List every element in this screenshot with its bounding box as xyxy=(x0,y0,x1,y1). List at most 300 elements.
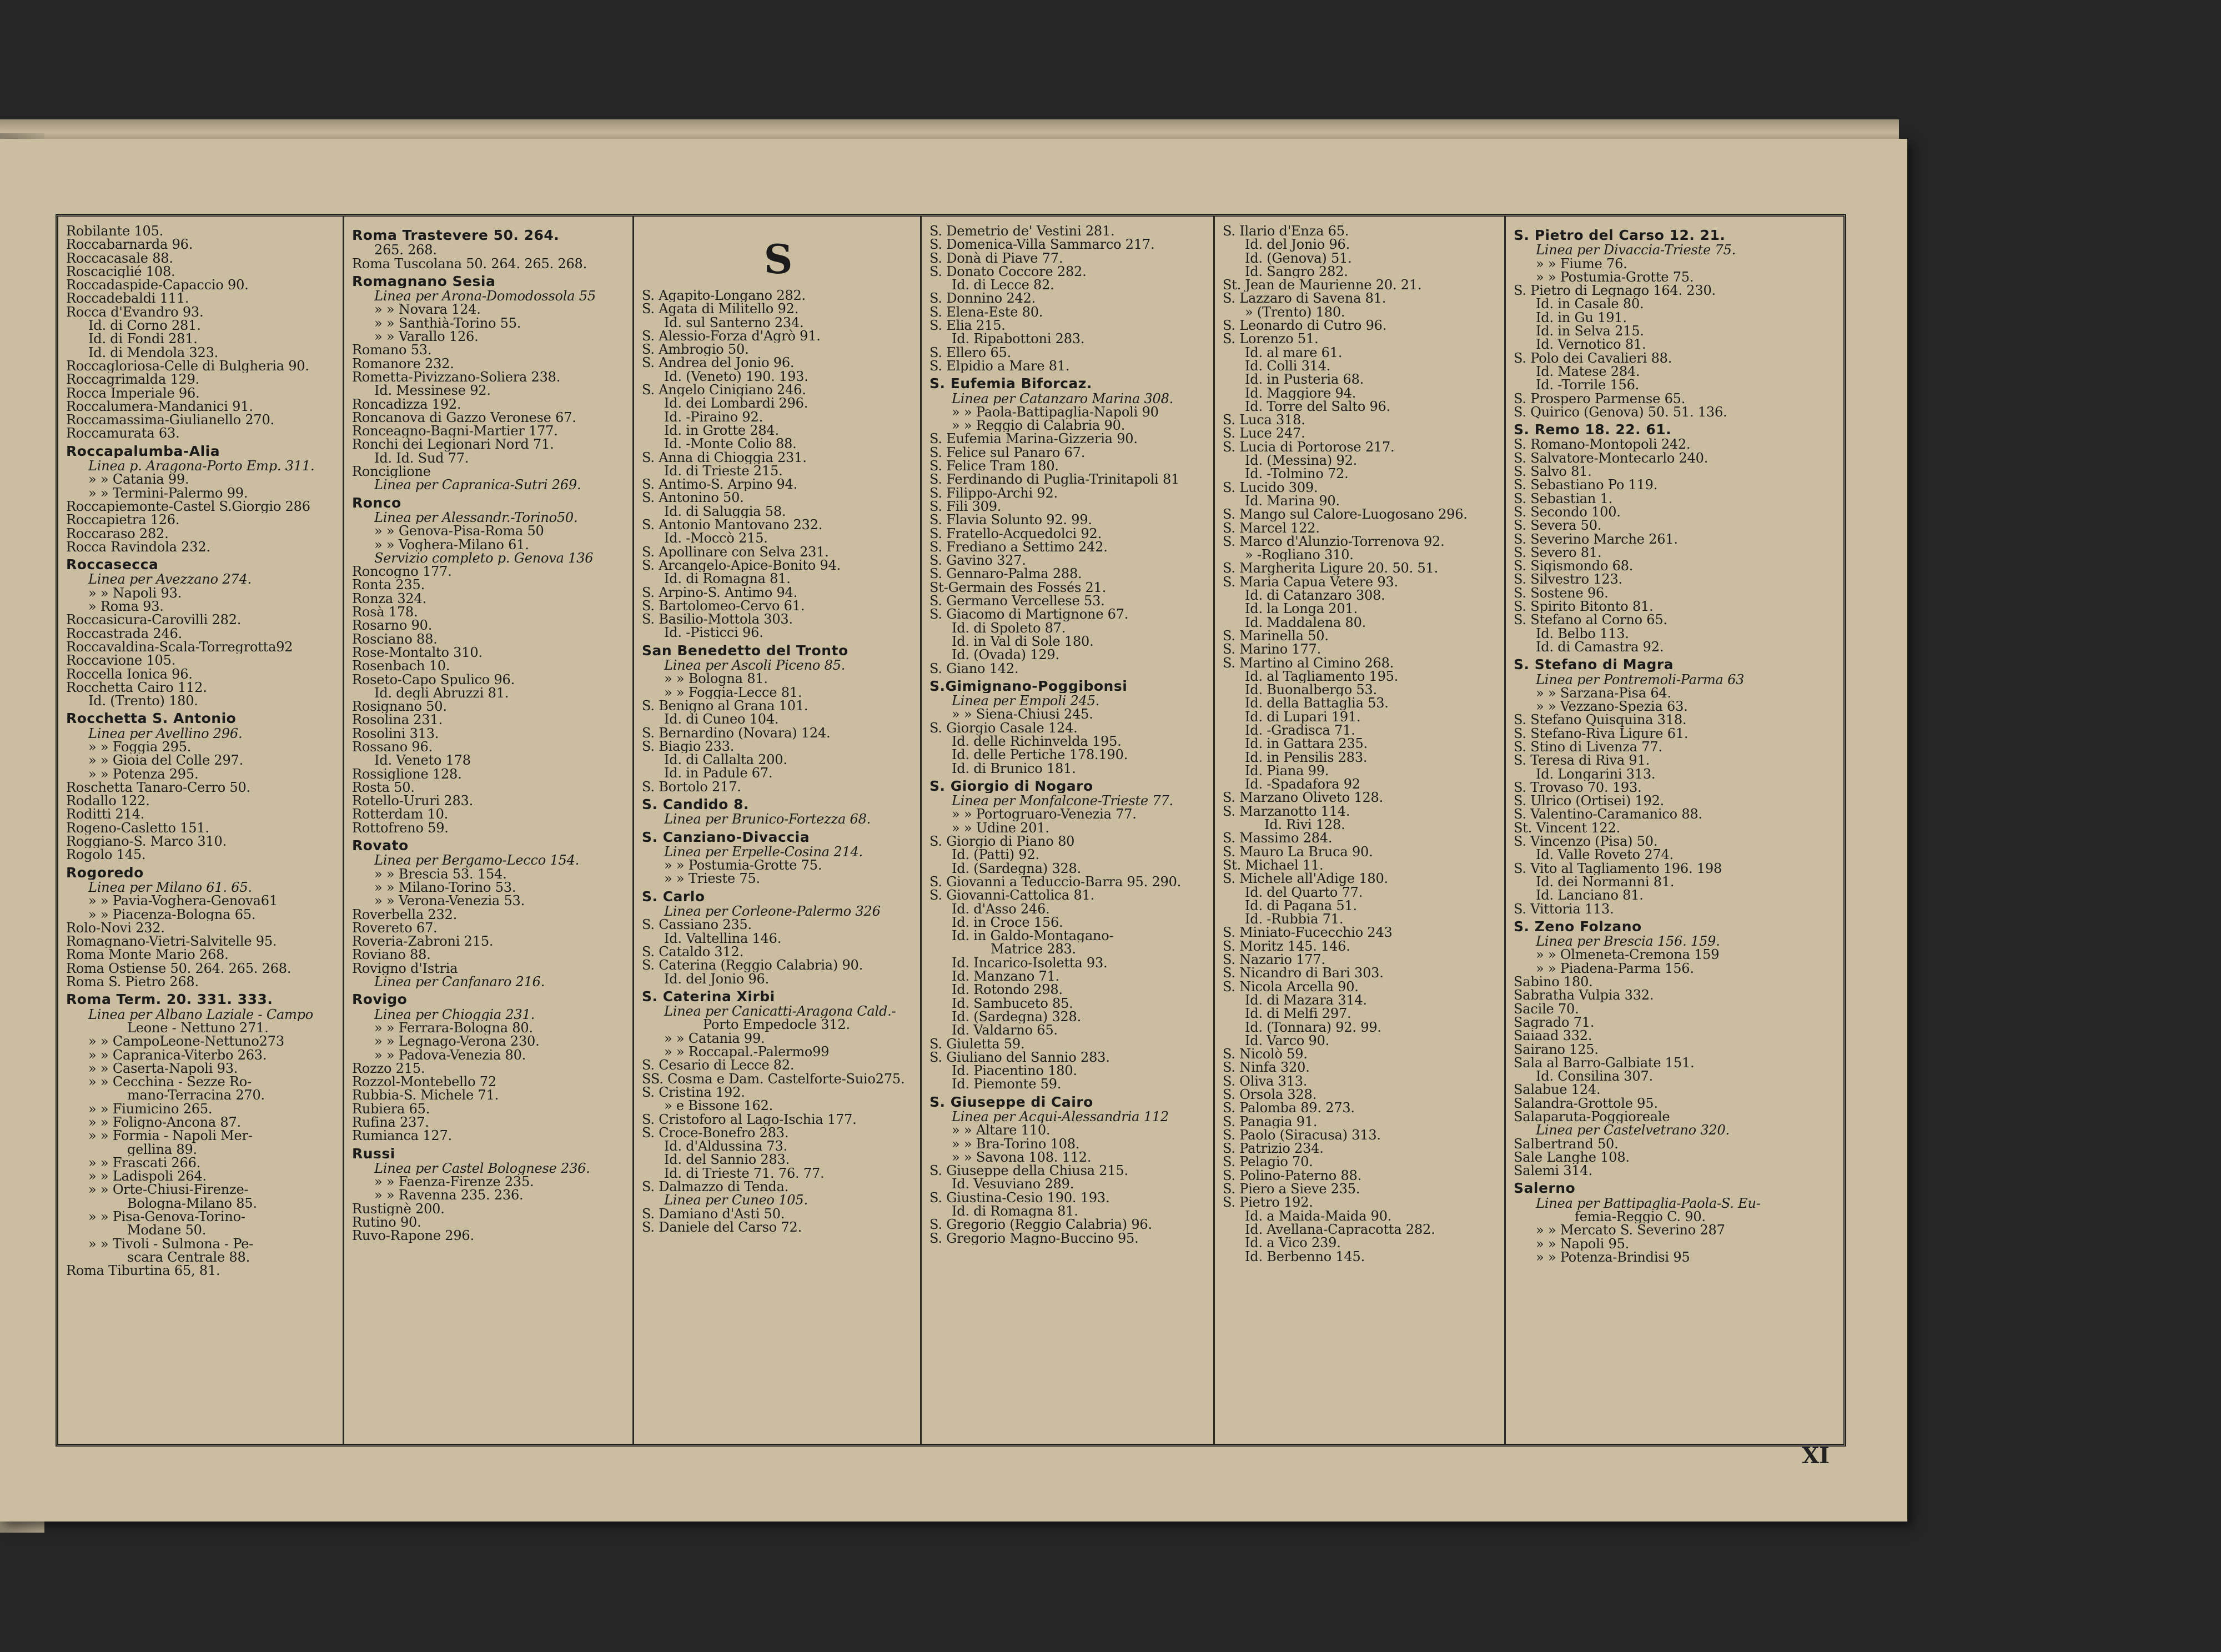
index-entry: Id. -Torrile 156. xyxy=(1536,378,1640,392)
index-entry: Roma Ostiense 50. 264. 265. 268. xyxy=(66,961,292,976)
station-heading: Salerno xyxy=(1514,1182,1576,1196)
index-entry: S. Felice Tram 180. xyxy=(929,459,1059,473)
index-entry: Id. degli Abruzzi 81. xyxy=(374,686,509,700)
index-entry: Rossiglione 128. xyxy=(352,767,462,781)
index-entry: S. Apollinare con Selva 231. xyxy=(642,545,829,559)
index-entry: Id. del Jonio 96. xyxy=(664,972,770,986)
index-entry: Salabue 124. xyxy=(1514,1083,1601,1097)
station-heading: Russi xyxy=(352,1147,395,1161)
index-entry: Rosolina 231. xyxy=(352,713,443,727)
index-entry: Linea per Chioggia 231. xyxy=(374,1007,535,1021)
index-entry: S. Polino-Paterno 88. xyxy=(1223,1168,1362,1183)
index-entry: Linea per Castel Bolognese 236. xyxy=(374,1161,590,1176)
index-entry: S. Vittoria 113. xyxy=(1514,902,1614,916)
index-entry: Id. Rivi 128. xyxy=(1264,818,1345,832)
index-entry: Rosarno 90. xyxy=(352,619,433,632)
index-entry: Id. di Callalta 200. xyxy=(664,753,787,767)
index-entry: Linea per Alessandr.-Torino50. xyxy=(374,510,578,525)
index-entry: » » Vezzano-Spezia 63. xyxy=(1536,700,1688,714)
index-entry: S. Marino 177. xyxy=(1223,642,1321,656)
index-entry: Rocca d'Evandro 93. xyxy=(66,305,204,319)
index-entry: mano-Terracina 270. xyxy=(127,1088,265,1102)
index-entry: Salemi 314. xyxy=(1514,1164,1592,1178)
index-entry: S. Mango sul Calore-Luogosano 296. xyxy=(1223,508,1468,521)
index-entry: Linea per Erpelle-Cosina 214. xyxy=(664,845,863,859)
index-entry: Id. -Piraino 92. xyxy=(664,410,763,424)
index-entry: Roccastrada 246. xyxy=(66,626,182,640)
index-entry: Id. di Lupari 191. xyxy=(1245,710,1361,724)
index-entry: Roschetta Tanaro-Cerro 50. xyxy=(66,780,250,795)
station-heading: Roma Term. 20. 331. 333. xyxy=(66,993,273,1007)
index-entry: » » Brescia 53. 154. xyxy=(374,867,507,881)
index-entry: S. Arcangelo-Apice-Bonito 94. xyxy=(642,558,841,573)
index-entry: » » Roccapal.-Palermo99 xyxy=(664,1045,830,1059)
index-entry: 265. 268. xyxy=(374,243,437,257)
index-column-5 xyxy=(1215,217,1506,1444)
station-heading: Rogoredo xyxy=(66,866,144,880)
station-heading: S. Zeno Folzano xyxy=(1514,920,1642,934)
index-entry: Id. di Pagana 51. xyxy=(1245,898,1357,913)
index-entry: Porto Empedocle 312. xyxy=(703,1018,850,1032)
index-entry: Servizio completo p. Genova 136 xyxy=(374,551,594,565)
index-entry: S. Felice sul Panaro 67. xyxy=(929,445,1086,460)
index-entry: » » Orte-Chiusi-Firenze- xyxy=(88,1183,249,1197)
index-entry: Roviano 88. xyxy=(352,948,431,962)
index-entry: Id. della Battaglia 53. xyxy=(1245,696,1389,710)
index-entry: Rufina 237. xyxy=(352,1116,429,1129)
station-heading: S.Gimignano-Poggibonsi xyxy=(929,679,1128,694)
index-entry: Id. delle Richinvelda 195. xyxy=(952,734,1122,749)
index-entry: S. Daniele del Carso 72. xyxy=(642,1220,802,1234)
index-entry: » » Faenza-Firenze 235. xyxy=(374,1175,534,1189)
index-entry: Rustignè 200. xyxy=(352,1202,445,1216)
station-heading: Rovigo xyxy=(352,993,408,1007)
index-entry: Id. d'Aldussina 73. xyxy=(664,1139,787,1153)
index-entry: S. Miniato-Fucecchio 243 xyxy=(1223,926,1393,940)
index-entry: S. Caterina (Reggio Calabria) 90. xyxy=(642,958,863,972)
index-entry: S. Maria Capua Vetere 93. xyxy=(1223,575,1398,589)
index-entry: Linea per Avezzano 274. xyxy=(88,573,252,586)
index-entry: S. Marcel 122. xyxy=(1223,521,1320,535)
index-entry: » » Potenza 295. xyxy=(88,767,199,781)
index-entry: Id. in Pusteria 68. xyxy=(1245,373,1364,386)
index-entry: Id. in Casale 80. xyxy=(1536,297,1644,311)
index-entry: S. Leonardo di Cutro 96. xyxy=(1223,319,1387,333)
index-entry: Linea per Arona-Domodossola 55 xyxy=(374,289,596,303)
station-heading: S. Caterina Xirbi xyxy=(642,990,775,1004)
index-entry: Roncadizza 192. xyxy=(352,397,461,411)
index-entry: S. Elpidio a Mare 81. xyxy=(929,359,1070,373)
index-entry: Id. -Tolmino 72. xyxy=(1245,467,1349,481)
index-column-6 xyxy=(1506,217,1843,1444)
index-entry: S. Orsola 328. xyxy=(1223,1088,1317,1102)
index-entry: » » Cecchina - Sezze Ro- xyxy=(88,1075,252,1089)
index-entry: Roditti 214. xyxy=(66,807,145,821)
index-entry: S. Agata di Militello 92. xyxy=(642,302,799,316)
index-entry: » » Sarzana-Pisa 64. xyxy=(1536,686,1671,700)
index-entry: S. Nazario 177. xyxy=(1223,953,1325,967)
index-entry: S. Giorgio Casale 124. xyxy=(929,721,1078,735)
index-entry: S. Lazzaro di Savena 81. xyxy=(1223,292,1386,305)
index-entry: Sale Langhe 108. xyxy=(1514,1150,1630,1164)
station-heading: Rocchetta S. Antonio xyxy=(66,712,237,726)
index-entry: Roma Tiburtina 65, 81. xyxy=(66,1264,220,1278)
station-heading: S. Pietro del Carso 12. 21. xyxy=(1514,229,1726,243)
index-entry: Id. di Lecce 82. xyxy=(952,278,1054,292)
index-entry: S. Stefano al Corno 65. xyxy=(1514,613,1667,627)
index-entry: S. Lorenzo 51. xyxy=(1223,332,1319,346)
index-entry: Id. in Selva 215. xyxy=(1536,324,1644,338)
index-entry: Roccagloriosa-Celle di Bulgheria 90. xyxy=(66,359,309,373)
index-entry: Id. Colli 314. xyxy=(1245,359,1331,373)
index-entry: » » Postumia-Grotte 75. xyxy=(1536,270,1694,284)
index-entry: S. Giovanni a Teduccio-Barra 95. 290. xyxy=(929,875,1182,889)
index-entry: S. Stefano-Riva Ligure 61. xyxy=(1514,726,1689,740)
index-entry: Linea per Cuneo 105. xyxy=(664,1193,808,1207)
index-entry: S. Anna di Chioggia 231. xyxy=(642,450,807,464)
index-entry: » » Genova-Pisa-Roma 50 xyxy=(374,524,544,538)
index-entry: Linea per Albano Laziale - Campo xyxy=(88,1007,314,1021)
index-entry: » » CampoLeone-Nettuno273 xyxy=(88,1035,284,1048)
index-entry: » » Catania 99. xyxy=(664,1031,765,1046)
index-entry: Id. la Longa 201. xyxy=(1245,602,1358,616)
index-entry: Rossano 96. xyxy=(352,740,433,754)
index-entry: Id. di Brunico 181. xyxy=(952,761,1076,775)
index-entry: S. Michele all'Adige 180. xyxy=(1223,872,1388,886)
station-heading: Roccasecca xyxy=(66,558,159,572)
index-entry: S. Giuseppe della Chiusa 215. xyxy=(929,1164,1128,1178)
index-entry: Linea per Milano 61. 65. xyxy=(88,880,252,895)
index-entry: Roverbella 232. xyxy=(352,907,458,921)
index-entry: S. Sostene 96. xyxy=(1514,586,1609,600)
index-entry: » » Bra-Torino 108. xyxy=(952,1137,1080,1151)
index-entry: S. Giustina-Cesio 190. 193. xyxy=(929,1191,1110,1205)
index-entry: Id. a Vico 239. xyxy=(1245,1236,1341,1250)
index-column-2 xyxy=(344,217,634,1444)
index-entry: S. Gregorio (Reggio Calabria) 96. xyxy=(929,1218,1152,1232)
index-entry: Linea per Brescia 156. 159. xyxy=(1536,935,1720,948)
index-entry: S. Dalmazzo di Tenda. xyxy=(642,1180,789,1194)
index-entry: S. Filippo-Archi 92. xyxy=(929,486,1058,500)
station-heading: S. Canziano-Divaccia xyxy=(642,830,810,844)
index-entry: St. Michael 11. xyxy=(1223,858,1324,872)
index-entry: » » Foggia-Lecce 81. xyxy=(664,685,802,699)
index-entry: Romagnano-Vietri-Salvitelle 95. xyxy=(66,935,277,948)
index-entry: Id. Marina 90. xyxy=(1245,494,1340,508)
index-entry: S. Massimo 284. xyxy=(1223,831,1333,845)
index-entry: » » Paola-Battipaglia-Napoli 90 xyxy=(952,405,1159,419)
index-entry: S. Germano Vercellese 53. xyxy=(929,594,1105,608)
index-entry: » » Voghera-Milano 61. xyxy=(374,538,529,551)
index-entry: Id. Id. Sud 77. xyxy=(374,451,469,465)
station-heading: Rovato xyxy=(352,839,409,853)
index-entry: S. Patrizio 234. xyxy=(1223,1142,1324,1156)
index-entry: Roccabarnarda 96. xyxy=(66,238,193,252)
index-entry: Id. Consilina 307. xyxy=(1536,1069,1653,1083)
index-entry: Salaparuta-Poggioreale xyxy=(1514,1110,1670,1124)
index-entry: S. Cristina 192. xyxy=(642,1085,745,1099)
index-entry: » Roma 93. xyxy=(88,600,164,614)
index-entry: Id. in Grotte 284. xyxy=(664,423,779,438)
index-entry: » » Novara 124. xyxy=(374,303,481,317)
index-entry: S. Cesario di Lecce 82. xyxy=(642,1058,795,1072)
index-entry: » (Trento) 180. xyxy=(1245,305,1345,319)
index-entry: S. Damiano d'Asti 50. xyxy=(642,1207,785,1221)
index-entry: S. Bortolo 217. xyxy=(642,780,741,794)
index-entry: Id. Rotondo 298. xyxy=(952,983,1063,997)
index-entry: Id. (Tonnara) 92. 99. xyxy=(1245,1020,1381,1034)
index-entry: Id. di Mazara 314. xyxy=(1245,993,1367,1007)
index-entry: » » Formia - Napoli Mer- xyxy=(88,1129,253,1143)
index-entry: Saiaad 332. xyxy=(1514,1029,1592,1043)
index-entry: Id. di Romagna 81. xyxy=(952,1204,1078,1218)
index-entry: Id. Piana 99. xyxy=(1245,764,1329,778)
index-entry: Id. Maggiore 94. xyxy=(1245,386,1356,400)
index-entry: Roseto-Capo Spulico 96. xyxy=(352,672,515,686)
index-entry: S. Lucido 309. xyxy=(1223,480,1318,494)
index-entry: S. Nicola Arcella 90. xyxy=(1223,980,1359,993)
index-entry: S. Severino Marche 261. xyxy=(1514,532,1678,546)
index-entry: Id. di Cuneo 104. xyxy=(664,712,779,726)
index-entry: Roccavione 105. xyxy=(66,654,176,667)
index-entry: » » Pavia-Voghera-Genova61 xyxy=(88,894,278,908)
station-heading: S. Giuseppe di Cairo xyxy=(929,1095,1093,1109)
index-entry: S. Fratello-Acquedolci 92. xyxy=(929,526,1102,540)
index-entry: Roccavaldina-Scala-Torregrotta92 xyxy=(66,640,293,654)
index-entry: S. Marinella 50. xyxy=(1223,629,1329,643)
index-entry: Id. d'Asso 246. xyxy=(952,902,1050,916)
index-entry: Id. di Trieste 71. 76. 77. xyxy=(664,1166,825,1180)
index-entry: Rottofreno 59. xyxy=(352,821,449,835)
index-entry: S. Valentino-Caramanico 88. xyxy=(1514,807,1702,821)
index-entry: S. Silvestro 123. xyxy=(1514,573,1622,586)
index-entry: Id. in Pensilis 283. xyxy=(1245,750,1368,764)
index-entry: S. Palomba 89. 273. xyxy=(1223,1101,1355,1115)
index-entry: S. Stefano Quisquina 318. xyxy=(1514,713,1687,727)
station-heading: S. Carlo xyxy=(642,890,705,904)
index-entry: Ronza 324. xyxy=(352,591,426,606)
index-entry: Id. di Fondi 281. xyxy=(88,332,198,346)
index-entry: Id. Torre del Salto 96. xyxy=(1245,399,1391,414)
index-entry: St. Vincent 122. xyxy=(1514,821,1620,835)
index-entry: S. Paolo (Siracusa) 313. xyxy=(1223,1128,1381,1142)
station-heading: S. Eufemia Biforcaz. xyxy=(929,377,1092,391)
index-entry: Id. Buonalbergo 53. xyxy=(1245,683,1377,697)
index-entry: Robilante 105. xyxy=(66,224,164,238)
book-page xyxy=(0,139,1907,1522)
index-entry: Rozzo 215. xyxy=(352,1061,425,1076)
index-entry: S. Severo 81. xyxy=(1514,545,1602,560)
index-entry: S. Giano 142. xyxy=(929,661,1019,675)
index-entry: S. Agapito-Longano 282. xyxy=(642,289,806,303)
index-entry: Roccamassima-Giulianello 270. xyxy=(66,413,274,427)
index-entry: Roccalumera-Mandanici 91. xyxy=(66,399,253,414)
index-entry: » » Pisa-Genova-Torino- xyxy=(88,1210,245,1224)
index-entry: Id. dei Normanni 81. xyxy=(1536,875,1675,889)
index-entry: » » Piadena-Parma 156. xyxy=(1536,961,1694,976)
index-entry: Roccacasale 88. xyxy=(66,251,173,265)
index-entry: Id. di Mendola 323. xyxy=(88,345,219,359)
index-entry: Leone - Nettuno 271. xyxy=(127,1021,269,1035)
index-entry: » » Olmeneta-Cremona 159 xyxy=(1536,948,1720,962)
index-entry: » » Caserta-Napoli 93. xyxy=(88,1061,238,1076)
index-entry: Id. in Croce 156. xyxy=(952,915,1063,930)
index-entry: » » Bologna 81. xyxy=(664,672,768,686)
index-entry: Id. di Melfi 297. xyxy=(1245,1007,1351,1021)
index-entry: Matrice 283. xyxy=(991,942,1076,956)
index-entry: S. Angelo Cinigiano 246. xyxy=(642,383,806,397)
index-entry: S. Teresa di Riva 91. xyxy=(1514,754,1650,767)
index-entry: » » Altare 110. xyxy=(952,1123,1051,1137)
index-entry: Id. al Tagliamento 195. xyxy=(1245,669,1399,684)
index-entry: » » Udine 201. xyxy=(952,821,1049,835)
index-entry: S. Vincenzo (Pisa) 50. xyxy=(1514,835,1658,848)
index-entry: Ronceagno-Bagni-Martier 177. xyxy=(352,424,558,438)
index-entry: Id. a Maida-Maida 90. xyxy=(1245,1209,1392,1223)
index-entry: Roccagrimalda 129. xyxy=(66,373,200,386)
station-heading: Roma Trastevere 50. 264. xyxy=(352,229,560,243)
index-entry: » » Portogruaro-Venezia 77. xyxy=(952,807,1137,821)
index-entry: S. Donato Coccore 282. xyxy=(929,264,1087,279)
index-entry: S. Oliva 313. xyxy=(1223,1074,1308,1088)
index-entry: S. Antonio Mantovano 232. xyxy=(642,518,823,532)
index-entry: Id. Lanciano 81. xyxy=(1536,888,1644,902)
index-entry: S. Andrea del Jonio 96. xyxy=(642,356,795,370)
index-entry: » » Foggia 295. xyxy=(88,740,192,754)
index-entry: Roccaraso 282. xyxy=(66,526,169,540)
index-entry: Id. (Patti) 92. xyxy=(952,848,1039,862)
index-entry: S. Cataldo 312. xyxy=(642,945,744,959)
index-entry: Id. (Sardegna) 328. xyxy=(952,861,1082,875)
index-entry: » » Frascati 266. xyxy=(88,1156,201,1170)
index-entry: Linea per Avellino 296. xyxy=(88,726,243,740)
index-entry: » » Termini-Palermo 99. xyxy=(88,486,248,500)
index-entry: Ronciglione xyxy=(352,465,431,479)
index-entry: S. Demetrio de' Vestini 281. xyxy=(929,224,1115,238)
index-entry: S. Marzanotto 114. xyxy=(1223,804,1350,819)
index-entry: » » Gioia del Colle 297. xyxy=(88,754,244,767)
index-entry: » » Potenza-Brindisi 95 xyxy=(1536,1250,1690,1264)
index-entry: Rocca Imperiale 96. xyxy=(66,386,200,400)
index-entry: Id. di Corno 281. xyxy=(88,319,201,333)
index-entry: Roccamurata 63. xyxy=(66,426,180,440)
index-entry: Id. Matese 284. xyxy=(1536,364,1640,379)
index-entry: » » Ravenna 235. 236. xyxy=(374,1188,524,1202)
index-entry: S. Luca 318. xyxy=(1223,413,1305,427)
index-entry: Roccella Ionica 96. xyxy=(66,667,193,681)
index-entry: » e Bissone 162. xyxy=(664,1099,773,1113)
index-entry: S. Giuliano del Sannio 283. xyxy=(929,1050,1110,1064)
index-entry: S. Alessio-Forza d'Agrò 91. xyxy=(642,329,821,343)
index-entry: Rosta 50. xyxy=(352,780,415,795)
index-entry: S. Domenica-Villa Sammarco 217. xyxy=(929,238,1155,252)
index-entry: » » Reggio di Calabria 90. xyxy=(952,419,1125,433)
index-entry: Linea per Empoli 245. xyxy=(952,694,1100,708)
index-entry: Roma Tuscolana 50. 264. 265. 268. xyxy=(352,257,587,270)
index-entry: » » Tivoli - Sulmona - Pe- xyxy=(88,1237,254,1251)
index-entry: S. Cristoforo al Lago-Ischia 177. xyxy=(642,1112,857,1126)
index-entry: » » Napoli 95. xyxy=(1536,1237,1630,1251)
index-entry: Romano 53. xyxy=(352,343,432,357)
index-entry: » » Varallo 126. xyxy=(374,330,479,344)
index-entry: Roscaciglié 108. xyxy=(66,264,175,279)
index-entry: Roccadaspide-Capaccio 90. xyxy=(66,278,249,292)
index-entry: Id. Sangro 282. xyxy=(1245,264,1348,279)
index-entry: Roma Monte Mario 268. xyxy=(66,948,229,962)
index-entry: Roveria-Zabroni 215. xyxy=(352,935,494,948)
index-entry: S. Pelagio 70. xyxy=(1223,1155,1313,1169)
index-entry: Linea per Catanzaro Marina 308. xyxy=(952,391,1174,405)
index-entry: S. Donnino 242. xyxy=(929,292,1036,305)
index-entry: St-Germain des Fossés 21. xyxy=(929,580,1107,595)
index-entry: » » Catania 99. xyxy=(88,473,189,486)
index-entry: Id. -Spadafora 92 xyxy=(1245,777,1360,791)
index-entry: S. Moritz 145. 146. xyxy=(1223,939,1350,953)
index-entry: Linea per Ascoli Piceno 85. xyxy=(664,659,846,672)
index-entry: scara Centrale 88. xyxy=(127,1250,250,1264)
index-entry: Id. (Trento) 180. xyxy=(88,694,198,708)
index-entry: St. Jean de Maurienne 20. 21. xyxy=(1223,278,1422,292)
index-entry: Rometta-Pivizzano-Soliera 238. xyxy=(352,370,561,384)
index-entry: S. Salvo 81. xyxy=(1514,465,1592,479)
index-entry: Rosenbach 10. xyxy=(352,659,450,673)
index-entry: S. Bernardino (Novara) 124. xyxy=(642,726,831,740)
index-entry: Id. Valle Roveto 274. xyxy=(1536,848,1674,862)
index-entry: Linea per Corleone-Palermo 326 xyxy=(664,905,881,918)
index-entry: Id. di Saluggia 58. xyxy=(664,504,786,519)
index-entry: S. Sebastiano Po 119. xyxy=(1514,478,1658,492)
index-entry: Id. di Trieste 215. xyxy=(664,464,783,478)
index-entry: Modane 50. xyxy=(127,1223,207,1237)
index-entry: Sabratha Vulpia 332. xyxy=(1514,988,1654,1002)
index-column-1 xyxy=(58,217,344,1444)
index-entry: Linea per Acqui-Alessandria 112 xyxy=(952,1110,1169,1124)
index-entry: Rose-Montalto 310. xyxy=(352,645,483,660)
index-entry: Id. di Spoleto 87. xyxy=(952,621,1066,635)
index-entry: S. Pietro 192. xyxy=(1223,1196,1313,1209)
index-entry: Linea per Canfanaro 216. xyxy=(374,975,545,989)
index-entry: Romanore 232. xyxy=(352,356,454,370)
index-entry: Rocchetta Cairo 112. xyxy=(66,680,207,695)
index-entry: S. Croce-Bonefro 283. xyxy=(642,1126,789,1140)
index-entry: S. Spirito Bitonto 81. xyxy=(1514,600,1654,614)
index-entry: Salbertrand 50. xyxy=(1514,1137,1619,1151)
index-entry: S. Eufemia Marina-Gizzeria 90. xyxy=(929,432,1138,446)
section-letter: S xyxy=(763,235,793,283)
index-entry: S. Giacomo di Martignone 67. xyxy=(929,607,1129,621)
index-entry: S. Romano-Montopoli 242. xyxy=(1514,438,1691,451)
station-heading: S. Remo 18. 22. 61. xyxy=(1514,423,1672,437)
index-entry: Rocca Ravindola 232. xyxy=(66,540,210,554)
index-entry: S. Gennaro-Palma 288. xyxy=(929,567,1082,581)
index-entry: Id. Berbenno 145. xyxy=(1245,1249,1365,1263)
index-entry: Roccapietra 126. xyxy=(66,513,180,527)
index-entry: » » Capranica-Viterbo 263. xyxy=(88,1048,267,1062)
index-entry: Bologna-Milano 85. xyxy=(127,1196,257,1211)
index-entry: » -Rogliano 310. xyxy=(1245,548,1354,562)
index-entry: S. Panagia 91. xyxy=(1223,1114,1318,1128)
index-entry: S. Antimo-S. Arpino 94. xyxy=(642,478,798,491)
index-entry: Rutino 90. xyxy=(352,1216,421,1229)
index-entry: » » Piacenza-Bologna 65. xyxy=(88,907,256,921)
index-entry: Rotterdam 10. xyxy=(352,807,449,821)
index-entry: S. Gregorio Magno-Buccino 95. xyxy=(929,1231,1139,1245)
index-entry: Id. -Moccò 215. xyxy=(664,531,768,545)
index-entry: S. Giovanni-Cattolica 81. xyxy=(929,888,1095,902)
index-entry: S. Nicandro di Bari 303. xyxy=(1223,966,1384,980)
index-entry: Id. (Sardegna) 328. xyxy=(952,1010,1082,1024)
index-entry: Ronta 235. xyxy=(352,578,425,592)
